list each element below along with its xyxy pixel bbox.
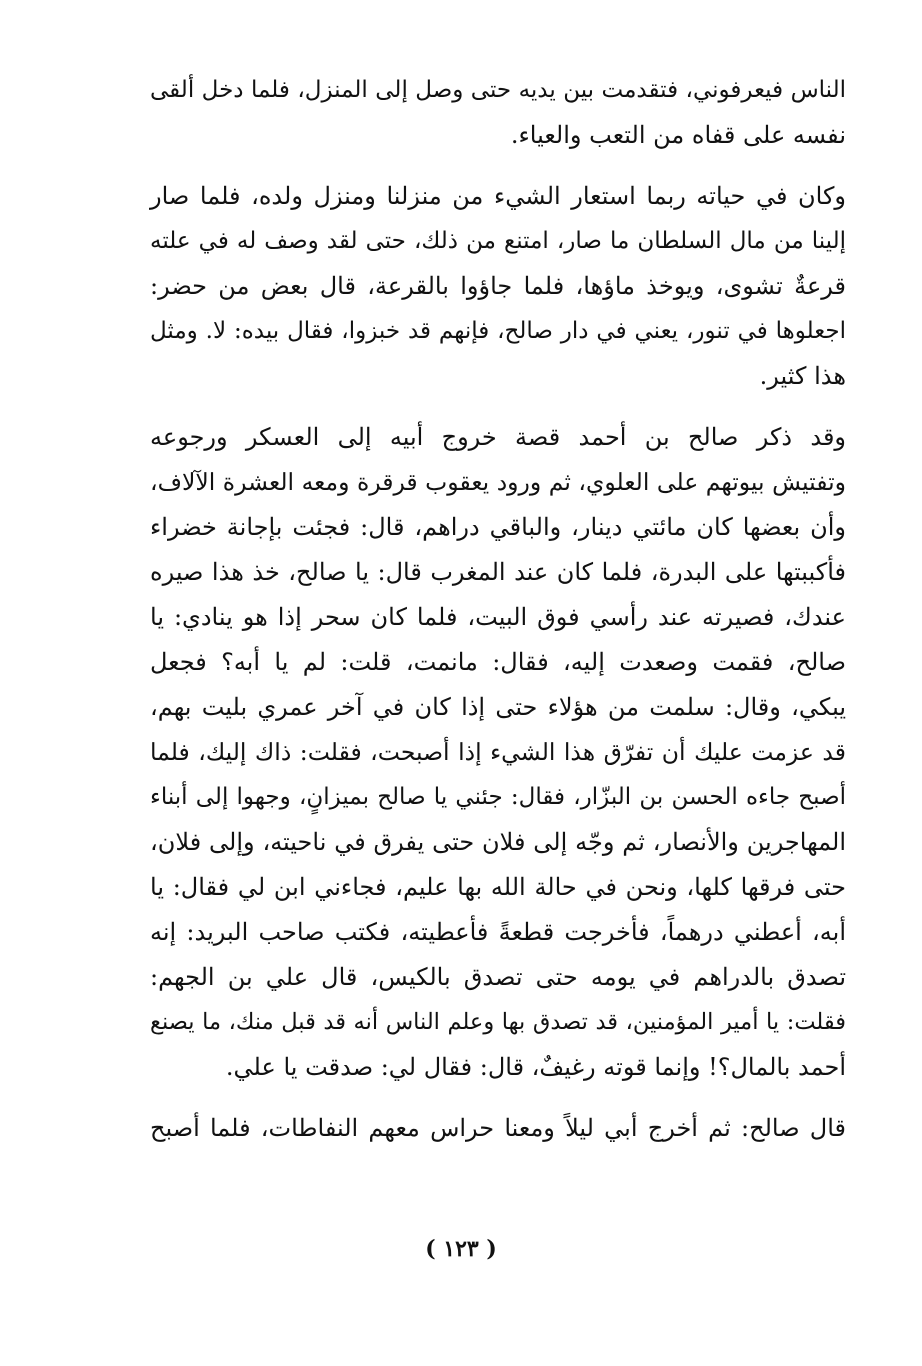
text-line: قرعةٌ تشوى، ويوخذ ماؤها، فلما جاؤوا بالقرعة، قال بعض من حضر: — [150, 272, 846, 300]
text-line: المهاجرين والأنصار، ثم وجّه إلى فلان حتى يفرق في ناحيته، وإلى فلان، — [150, 828, 846, 856]
text-line: اجعلوها في تنور، يعني في دار صالح، فإنهم قد خبزوا، فقال بيده: لا. ومثل — [150, 318, 846, 344]
text-line: وتفتيش بيوتهم على العلوي، ثم ورود يعقوب قرقرة ومعه العشرة الآلاف، — [150, 468, 846, 496]
page-number: ( ١٢٣ ) — [425, 1236, 497, 1262]
paragraph-3 — [150, 415, 846, 1090]
text-line: قد عزمت عليك أن تفرّق هذا الشيء إذا أصبحت، فقلت: ذاك إليك، فلما — [150, 738, 846, 766]
body-text — [150, 68, 846, 1151]
text-line: الناس فيعرفوني، فتقدمت بين يديه حتى وصل إلى المنزل، فلما دخل ألقى — [150, 77, 846, 103]
text-line: يبكي، وقال: سلمت من هؤلاء حتى إذا كان في آخر عمري بليت بهم، — [150, 693, 846, 721]
text-line: أبه، أعطني درهماً، فأخرجت قطعةً فأعطيته، فكتب صاحب البريد: إنه — [150, 918, 846, 946]
text-line: فقلت: يا أمير المؤمنين، قد تصدق بها وعلم الناس أنه قد قبل منك، ما يصنع — [150, 1009, 846, 1035]
text-line: حتى فرقها كلها، ونحن في حالة الله بها عليم، فجاءني ابن لي فقال: يا — [150, 873, 846, 901]
text-line: وكان في حياته ربما استعار الشيء من منزلنا ومنزل ولده، فلما صار — [150, 182, 846, 210]
paragraph-4 — [150, 1106, 846, 1151]
text-line: إلينا من مال السلطان ما صار، امتنع من ذلك، حتى لقد وصف له في علته — [150, 228, 846, 254]
text-line: قال صالح: ثم أخرج أبي ليلاً ومعنا حراس معهم النفاطات، فلما أصبح — [150, 1114, 846, 1142]
text-line: هذا كثير. — [759, 362, 846, 390]
text-line: أحمد بالمال؟! وإنما قوته رغيفٌ، قال: فقال لي: صدقت يا علي. — [225, 1053, 846, 1081]
paragraph-1 — [150, 68, 846, 158]
text-line: وأن بعضها كان مائتي دينار، والباقي دراهم، قال: فجئت بإجانة خضراء — [150, 513, 846, 541]
text-line: وقد ذكر صالح بن أحمد قصة خروج أبيه إلى العسكر ورجوعه — [150, 423, 847, 451]
paragraph-2 — [150, 174, 846, 399]
text-line: أصبح جاءه الحسن بن البزّار، فقال: جئني يا صالح بميزانٍ، وجهوا إلى أبناء — [150, 784, 846, 810]
text-line: نفسه على قفاه من التعب والعياء. — [510, 121, 846, 149]
text-line: فأكببتها على البدرة، فلما كان عند المغرب قال: يا صالح، خذ هذا صيره — [150, 558, 846, 586]
text-line: عندك، فصيرته عند رأسي فوق البيت، فلما كان سحر إذا هو ينادي: يا — [150, 603, 846, 631]
text-line: صالح، فقمت وصعدت إليه، فقال: مانمت، قلت: لم يا أبه؟ فجعل — [150, 648, 846, 676]
text-line: تصدق بالدراهم في يومه حتى تصدق بالكيس، قال علي بن الجهم: — [150, 963, 846, 991]
